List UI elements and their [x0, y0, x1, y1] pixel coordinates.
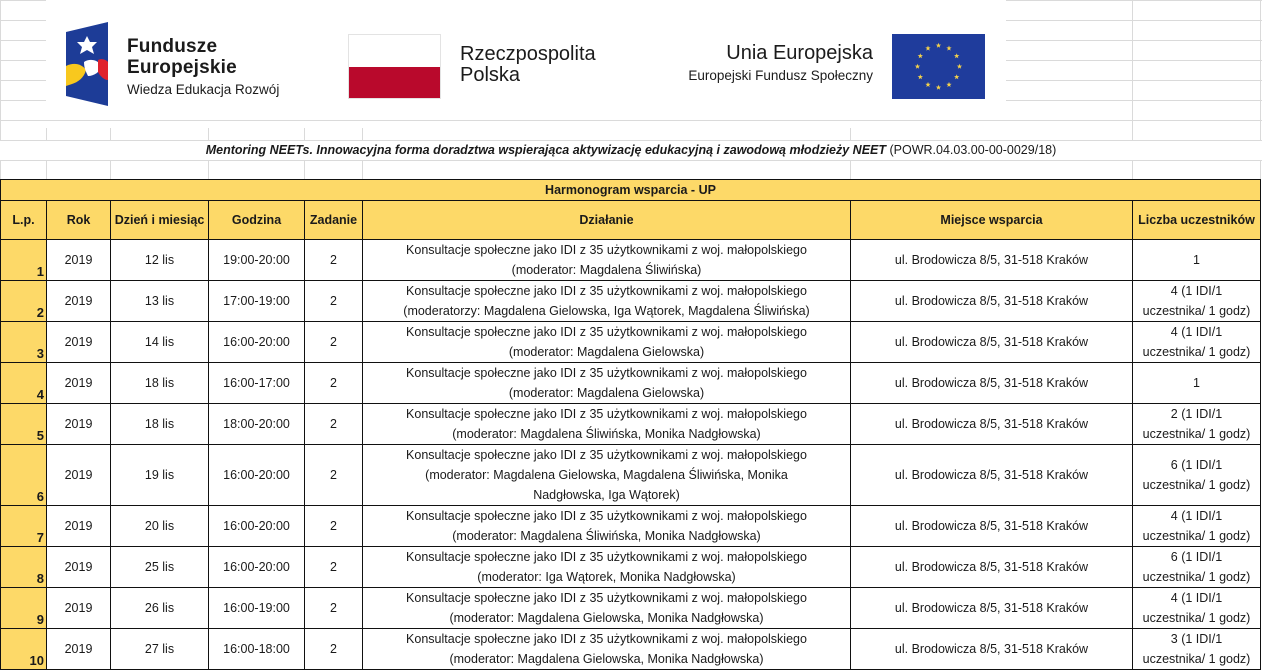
cell-lp-line: 4 [36, 387, 44, 402]
cell-dzialanie-line: (moderator: Magdalena Gielowska, Monika Nadgłowska) [449, 652, 764, 666]
cell-miejsce-line: ul. Brodowicza 8/5, 31-518 Kraków [894, 417, 1089, 431]
ue-subtitle: Europejski Fundusz Społeczny [688, 68, 873, 83]
cell-dzialanie[interactable] [363, 322, 851, 363]
cell-lp-line: 8 [36, 571, 44, 586]
gridline [0, 60, 46, 61]
cell-rok[interactable] [47, 322, 111, 363]
cell-dzien[interactable] [111, 547, 209, 588]
cell-dzialanie[interactable] [363, 281, 851, 322]
cell-godzina[interactable] [209, 322, 305, 363]
table-row [1, 588, 1261, 629]
cell-dzialanie-line: Konsultacje społeczne jako IDI z 35 użytkownikami z woj. małopolskiego [406, 550, 807, 564]
cell-lp-line: 6 [36, 489, 44, 504]
gridline [1006, 60, 1262, 61]
cell-rok-line: 2019 [64, 335, 93, 349]
cell-miejsce[interactable] [851, 363, 1133, 404]
cell-godzina[interactable] [209, 629, 305, 670]
cell-lp-line: 9 [36, 612, 44, 627]
cell-dzien-line: 27 lis [144, 642, 175, 656]
cell-lp[interactable] [1, 445, 47, 506]
cell-godzina[interactable] [209, 281, 305, 322]
cell-dzialanie-line: (moderator: Magdalena Gielowska, Monika Nadgłowska) [449, 611, 764, 625]
gridline [0, 120, 1262, 121]
cell-dzialanie-line: (moderatorzy: Magdalena Gielowska, Iga Wątorek, Magdalena Śliwińska) [403, 304, 810, 318]
gridline [850, 128, 851, 140]
cell-dzialanie[interactable] [363, 363, 851, 404]
column-header-zadanie: Zadanie [305, 201, 363, 240]
cell-godzina[interactable] [209, 363, 305, 404]
table-row [1, 240, 1261, 281]
cell-rok-line: 2019 [64, 468, 93, 482]
cell-liczba-line: uczestnika/ 1 godz) [1142, 304, 1251, 318]
gridline [0, 40, 46, 41]
cell-godzina[interactable] [209, 547, 305, 588]
cell-godzina-line: 16:00-19:00 [223, 601, 290, 615]
cell-dzialanie-line: (moderator: Magdalena Gielowska) [508, 386, 705, 400]
cell-liczba[interactable] [1133, 281, 1261, 322]
column-header-godzina: Godzina [209, 201, 305, 240]
cell-rok-line: 2019 [64, 560, 93, 574]
cell-liczba[interactable] [1133, 629, 1261, 670]
gridline [208, 160, 209, 180]
eu-flag-icon [892, 34, 985, 99]
cell-miejsce-line: ul. Brodowicza 8/5, 31-518 Kraków [894, 468, 1089, 482]
cell-dzialanie[interactable] [363, 445, 851, 506]
cell-godzina-line: 16:00-20:00 [223, 335, 290, 349]
cell-dzialanie-line: Konsultacje społeczne jako IDI z 35 użytkownikami z woj. małopolskiego [406, 407, 807, 421]
cell-godzina-line: 16:00-18:00 [223, 642, 290, 656]
cell-dzien-line: 13 lis [144, 294, 175, 308]
cell-zadanie-line: 2 [330, 468, 337, 482]
cell-lp-line: 1 [36, 264, 44, 279]
gridline [46, 128, 47, 140]
gridline [1132, 0, 1133, 140]
cell-liczba[interactable] [1133, 547, 1261, 588]
gridline [1132, 160, 1133, 180]
cell-dzien[interactable] [111, 322, 209, 363]
cell-godzina[interactable] [209, 506, 305, 547]
cell-zadanie-line: 2 [330, 417, 337, 431]
cell-zadanie-line: 2 [330, 253, 337, 267]
cell-miejsce[interactable] [851, 404, 1133, 445]
cell-dzien-line: 25 lis [144, 560, 175, 574]
ue-title: Unia Europejska [726, 42, 873, 64]
column-header-dzialanie: Działanie [363, 201, 851, 240]
cell-miejsce[interactable] [851, 322, 1133, 363]
cell-godzina-line: 18:00-20:00 [223, 417, 290, 431]
table-row [1, 629, 1261, 670]
cell-lp[interactable] [1, 363, 47, 404]
cell-miejsce-line: ul. Brodowicza 8/5, 31-518 Kraków [894, 253, 1089, 267]
cell-dzialanie[interactable] [363, 506, 851, 547]
cell-zadanie-line: 2 [330, 294, 337, 308]
cell-dzialanie-line: (moderator: Magdalena Gielowska, Magdalena Śliwińska, Monika [425, 468, 788, 482]
gridline [0, 20, 46, 21]
cell-godzina-line: 17:00-19:00 [223, 294, 290, 308]
cell-dzien-line: 18 lis [144, 376, 175, 390]
polish-flag-red-stripe [349, 67, 440, 99]
cell-liczba-line: uczestnika/ 1 godz) [1142, 652, 1251, 666]
gridline [110, 128, 111, 140]
cell-miejsce-line: ul. Brodowicza 8/5, 31-518 Kraków [894, 642, 1089, 656]
rzeczpospolita-polska-text [460, 44, 596, 86]
schedule-table [0, 179, 1261, 670]
cell-dzialanie-line: Nadgłowska, Iga Wątorek) [533, 488, 680, 502]
cell-rok[interactable] [47, 506, 111, 547]
column-header-miejsce: Miejsce wsparcia [851, 201, 1133, 240]
cell-rok-line: 2019 [64, 519, 93, 533]
column-header-lp: L.p. [1, 201, 47, 240]
polish-flag-icon [348, 34, 441, 99]
cell-godzina-line: 16:00-20:00 [223, 519, 290, 533]
cell-dzialanie-line: Konsultacje społeczne jako IDI z 35 użytkownikami z woj. małopolskiego [406, 284, 807, 298]
cell-liczba[interactable] [1133, 404, 1261, 445]
table-row [1, 363, 1261, 404]
column-header-rok: Rok [47, 201, 111, 240]
cell-zadanie-line: 2 [330, 376, 337, 390]
cell-miejsce-line: ul. Brodowicza 8/5, 31-518 Kraków [894, 560, 1089, 574]
cell-lp[interactable] [1, 547, 47, 588]
cell-liczba-line: 4 (1 IDI/1 [1170, 284, 1223, 298]
cell-liczba-line: 2 (1 IDI/1 [1170, 407, 1223, 421]
cell-zadanie[interactable] [305, 445, 363, 506]
cell-lp[interactable] [1, 404, 47, 445]
cell-lp-line: 7 [36, 530, 44, 545]
table-row [1, 506, 1261, 547]
cell-godzina[interactable] [209, 240, 305, 281]
fe-subtitle: Wiedza Edukacja Rozwój [127, 82, 280, 97]
cell-dzialanie-line: (moderator: Magdalena Śliwińska) [511, 263, 702, 277]
cell-dzien-line: 26 lis [144, 601, 175, 615]
table-band-title: Harmonogram wsparcia - UP [1, 180, 1261, 201]
gridline [0, 100, 46, 101]
cell-miejsce-line: ul. Brodowicza 8/5, 31-518 Kraków [894, 519, 1089, 533]
table-header-row [1, 201, 1261, 240]
cell-miejsce[interactable] [851, 445, 1133, 506]
cell-lp-line: 3 [36, 346, 44, 361]
fundusze-europejskie-text [127, 36, 279, 101]
cell-dzialanie-line: Konsultacje społeczne jako IDI z 35 użytkownikami z woj. małopolskiego [406, 325, 807, 339]
cell-dzien[interactable] [111, 363, 209, 404]
cell-lp[interactable] [1, 506, 47, 547]
cell-dzien[interactable] [111, 629, 209, 670]
cell-miejsce[interactable] [851, 588, 1133, 629]
cell-dzien-line: 20 lis [144, 519, 175, 533]
cell-godzina-line: 19:00-20:00 [223, 253, 290, 267]
gridline [1006, 80, 1262, 81]
cell-dzialanie-line: Konsultacje społeczne jako IDI z 35 użytkownikami z woj. małopolskiego [406, 243, 807, 257]
cell-dzien[interactable] [111, 588, 209, 629]
cell-miejsce[interactable] [851, 547, 1133, 588]
cell-liczba-line: 4 (1 IDI/1 [1170, 325, 1223, 339]
table-band-row [1, 180, 1261, 201]
cell-rok[interactable] [47, 363, 111, 404]
cell-rok-line: 2019 [64, 253, 93, 267]
gridline [46, 160, 47, 180]
cell-lp-line: 5 [36, 428, 44, 443]
cell-zadanie[interactable] [305, 363, 363, 404]
cell-liczba[interactable] [1133, 240, 1261, 281]
cell-dzien[interactable] [111, 404, 209, 445]
cell-lp[interactable] [1, 629, 47, 670]
gridline [1006, 100, 1262, 101]
gridline [304, 160, 305, 180]
cell-rok-line: 2019 [64, 642, 93, 656]
cell-dzialanie-line: Konsultacje społeczne jako IDI z 35 użytkownikami z woj. małopolskiego [406, 366, 807, 380]
gridline [0, 80, 46, 81]
cell-lp[interactable] [1, 588, 47, 629]
cell-rok[interactable] [47, 404, 111, 445]
gridline [110, 160, 111, 180]
rp-line2: Polska [460, 64, 521, 86]
cell-miejsce-line: ul. Brodowicza 8/5, 31-518 Kraków [894, 376, 1089, 390]
cell-miejsce[interactable] [851, 506, 1133, 547]
cell-dzien-line: 18 lis [144, 417, 175, 431]
cell-rok[interactable] [47, 445, 111, 506]
gridline [850, 160, 851, 180]
cell-godzina[interactable] [209, 445, 305, 506]
gridline [0, 160, 1262, 161]
cell-dzialanie-line: (moderator: Magdalena Gielowska) [508, 345, 705, 359]
cell-godzina[interactable] [209, 588, 305, 629]
cell-rok[interactable] [47, 281, 111, 322]
cell-dzialanie-line: Konsultacje społeczne jako IDI z 35 użytkownikami z woj. małopolskiego [406, 448, 807, 462]
gridline [1006, 40, 1262, 41]
cell-zadanie-line: 2 [330, 642, 337, 656]
cell-liczba-line: uczestnika/ 1 godz) [1142, 478, 1251, 492]
table-row [1, 445, 1261, 506]
cell-liczba-line: 6 (1 IDI/1 [1170, 458, 1223, 472]
cell-rok-line: 2019 [64, 417, 93, 431]
cell-zadanie[interactable] [305, 404, 363, 445]
cell-dzialanie-line: Konsultacje społeczne jako IDI z 35 użytkownikami z woj. małopolskiego [406, 591, 807, 605]
cell-lp[interactable] [1, 240, 47, 281]
cell-liczba-line: uczestnika/ 1 godz) [1142, 570, 1251, 584]
cell-liczba-line: 1 [1193, 253, 1200, 267]
cell-zadanie[interactable] [305, 281, 363, 322]
cell-dzialanie-line: (moderator: Iga Wątorek, Monika Nadgłowska) [477, 570, 736, 584]
cell-liczba-line: uczestnika/ 1 godz) [1142, 427, 1251, 441]
cell-zadanie-line: 2 [330, 519, 337, 533]
cell-dzien[interactable] [111, 240, 209, 281]
cell-rok-line: 2019 [64, 601, 93, 615]
cell-miejsce-line: ul. Brodowicza 8/5, 31-518 Kraków [894, 601, 1089, 615]
cell-liczba-line: 4 (1 IDI/1 [1170, 591, 1223, 605]
polish-flag-white-stripe [349, 35, 440, 67]
cell-dzialanie-line: (moderator: Magdalena Śliwińska, Monika Nadgłowska) [452, 529, 761, 543]
project-code: (POWR.04.03.00-00-0029/18) [889, 143, 1057, 157]
gridline [362, 160, 363, 180]
cell-liczba[interactable] [1133, 322, 1261, 363]
cell-dzien[interactable] [111, 445, 209, 506]
cell-godzina-line: 16:00-20:00 [223, 468, 290, 482]
column-header-dzien: Dzień i miesiąc [111, 201, 209, 240]
cell-zadanie-line: 2 [330, 335, 337, 349]
cell-liczba[interactable] [1133, 363, 1261, 404]
cell-liczba-line: 6 (1 IDI/1 [1170, 550, 1223, 564]
cell-dzien[interactable] [111, 281, 209, 322]
cell-lp[interactable] [1, 322, 47, 363]
cell-rok-line: 2019 [64, 376, 93, 390]
cell-dzialanie-line: Konsultacje społeczne jako IDI z 35 użytkownikami z woj. małopolskiego [406, 509, 807, 523]
table-body [1, 240, 1261, 670]
unia-europejska-text [688, 41, 873, 87]
cell-zadanie-line: 2 [330, 560, 337, 574]
project-title [0, 141, 1262, 160]
cell-dzien-line: 12 lis [144, 253, 175, 267]
cell-dzien[interactable] [111, 506, 209, 547]
column-header-liczba: Liczba uczestników [1133, 201, 1261, 240]
gridline [1006, 20, 1262, 21]
cell-liczba[interactable] [1133, 506, 1261, 547]
cell-godzina-line: 16:00-17:00 [223, 376, 290, 390]
cell-liczba-line: 1 [1193, 376, 1200, 390]
fe-title-line2: Europejskie [127, 57, 237, 78]
fundusze-europejskie-logo-icon [66, 22, 108, 106]
cell-dzialanie[interactable] [363, 240, 851, 281]
cell-zadanie[interactable] [305, 629, 363, 670]
cell-dzialanie[interactable] [363, 629, 851, 670]
cell-liczba-line: uczestnika/ 1 godz) [1142, 611, 1251, 625]
cell-miejsce[interactable] [851, 281, 1133, 322]
gridline [362, 128, 363, 140]
cell-rok-line: 2019 [64, 294, 93, 308]
cell-dzialanie-line: (moderator: Magdalena Śliwińska, Monika Nadgłowska) [452, 427, 761, 441]
gridline [304, 128, 305, 140]
cell-zadanie[interactable] [305, 240, 363, 281]
table-row [1, 281, 1261, 322]
cell-zadanie-line: 2 [330, 601, 337, 615]
project-title-text: Mentoring NEETs. Innowacyjna forma doradztwa wspierająca aktywizację edukacyjną i zawodową młodzieży NEET [205, 143, 887, 157]
cell-rok[interactable] [47, 629, 111, 670]
cell-miejsce-line: ul. Brodowicza 8/5, 31-518 Kraków [894, 294, 1089, 308]
cell-rok[interactable] [47, 547, 111, 588]
gridline [208, 128, 209, 140]
cell-godzina[interactable] [209, 404, 305, 445]
cell-liczba[interactable] [1133, 588, 1261, 629]
cell-liczba[interactable] [1133, 445, 1261, 506]
cell-lp-line: 2 [36, 305, 44, 320]
cell-dzialanie[interactable] [363, 404, 851, 445]
table-row [1, 322, 1261, 363]
cell-zadanie[interactable] [305, 506, 363, 547]
cell-lp-line: 10 [29, 653, 44, 668]
cell-miejsce[interactable] [851, 240, 1133, 281]
cell-liczba-line: uczestnika/ 1 godz) [1142, 529, 1251, 543]
cell-dzialanie-line: Konsultacje społeczne jako IDI z 35 użytkownikami z woj. małopolskiego [406, 632, 807, 646]
cell-liczba-line: 4 (1 IDI/1 [1170, 509, 1223, 523]
cell-rok[interactable] [47, 588, 111, 629]
cell-rok[interactable] [47, 240, 111, 281]
cell-dzien-line: 19 lis [144, 468, 175, 482]
cell-liczba-line: uczestnika/ 1 godz) [1142, 345, 1251, 359]
fe-title-line1: Fundusze [127, 36, 218, 57]
rp-line1: Rzeczpospolita [460, 43, 596, 65]
cell-liczba-line: 3 (1 IDI/1 [1170, 632, 1223, 646]
table-row [1, 404, 1261, 445]
cell-lp[interactable] [1, 281, 47, 322]
cell-dzien-line: 14 lis [144, 335, 175, 349]
cell-miejsce-line: ul. Brodowicza 8/5, 31-518 Kraków [894, 335, 1089, 349]
cell-dzialanie[interactable] [363, 588, 851, 629]
cell-zadanie[interactable] [305, 588, 363, 629]
cell-zadanie[interactable] [305, 322, 363, 363]
table-row [1, 547, 1261, 588]
cell-godzina-line: 16:00-20:00 [223, 560, 290, 574]
cell-miejsce[interactable] [851, 629, 1133, 670]
cell-dzialanie[interactable] [363, 547, 851, 588]
cell-zadanie[interactable] [305, 547, 363, 588]
